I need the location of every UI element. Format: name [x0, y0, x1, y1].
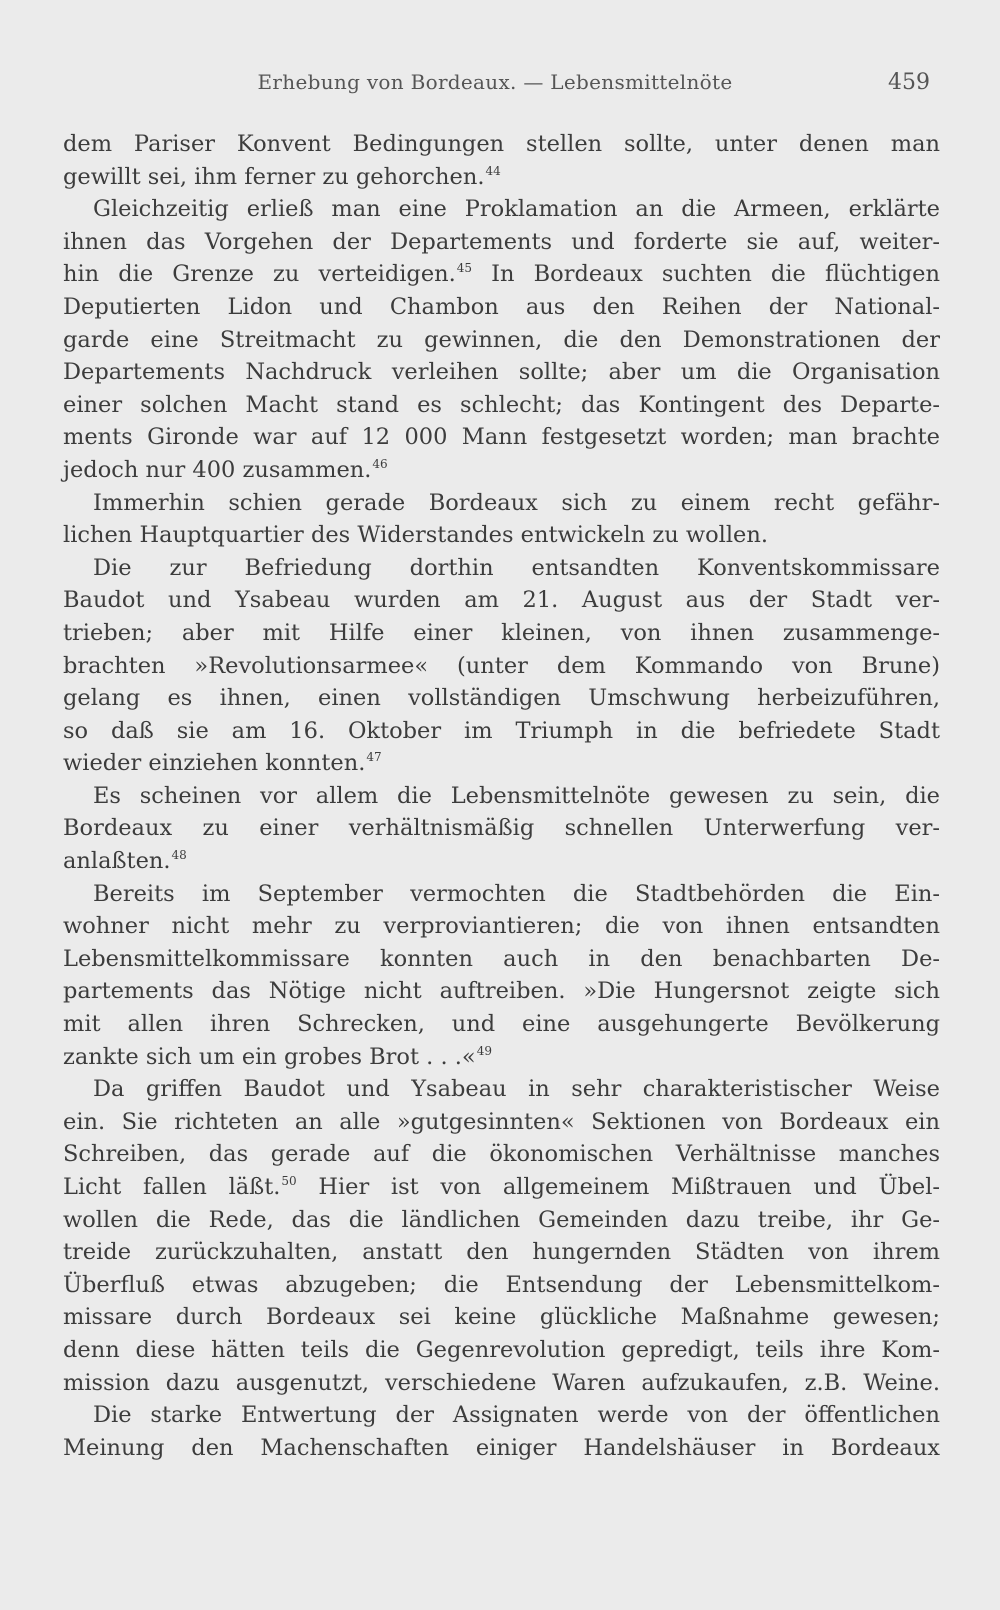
line-text: wollen die Rede, das die ländlichen Gemeinden dazu treibe, ihr Ge- [63, 1206, 940, 1233]
text-line [63, 128, 940, 161]
text-line [63, 1106, 940, 1139]
line-text: wohner nicht mehr zu verproviantieren; die von ihnen entsandten [63, 913, 940, 940]
line-text: jedoch nur 400 zusammen. [63, 456, 372, 483]
line-text: so daß sie am 16. Oktober im Triumph in die befriedete Stadt [63, 717, 940, 744]
text-line [63, 161, 940, 194]
page-header [60, 70, 930, 104]
text-line [63, 1367, 940, 1400]
line-text: brachten »Revolutionsarmee« (unter dem Kommando von Brune) [63, 652, 940, 679]
line-text: Bereits im September vermochten die Stadtbehörden die Ein- [93, 880, 940, 907]
line-text: Lebensmittelkommissare konnten auch in den benachbarten De- [63, 945, 940, 972]
text-line [63, 1138, 940, 1171]
text-line [63, 715, 940, 748]
text-line [63, 258, 940, 291]
text-line [63, 324, 940, 357]
line-text: Da griffen Baudot und Ysabeau in sehr charakteristischer Weise [93, 1076, 940, 1103]
text-line [63, 878, 940, 911]
line-text: zankte sich um ein grobes Brot . . .« [63, 1043, 476, 1070]
body-text [63, 128, 940, 1464]
line-text: ments Gironde war auf 12 000 Mann festgesetzt worden; man brachte [63, 424, 940, 451]
text-line [63, 1399, 940, 1432]
text-line [63, 1008, 940, 1041]
text-line [63, 650, 940, 683]
line-text: Immerhin schien gerade Bordeaux sich zu einem recht gefähr- [93, 489, 940, 516]
text-line [63, 356, 940, 389]
text-line [63, 1171, 940, 1204]
line-text: Die starke Entwertung der Assignaten werde von der öffentlichen [93, 1402, 940, 1429]
text-line [63, 552, 940, 585]
line-text: einer solchen Macht stand es schlecht; das Kontingent des Departe- [63, 391, 940, 418]
line-text: Licht fallen läßt. [63, 1174, 281, 1200]
text-line [63, 845, 940, 878]
text-line [63, 584, 940, 617]
text-line [63, 519, 940, 552]
footnote-marker: 46 [372, 456, 388, 471]
footnote-marker: 49 [476, 1043, 492, 1058]
line-text: wieder einziehen konnten. [63, 750, 366, 777]
line-text: Meinung den Machenschaften einiger Handelshäuser in Bordeaux [63, 1434, 940, 1461]
line-text: anlaßten. [63, 848, 171, 875]
line-text: denn diese hätten teils die Gegenrevolution gepredigt, teils ihre Kom- [63, 1336, 940, 1363]
line-text: hin die Grenze zu verteidigen. [63, 261, 456, 288]
text-line [63, 943, 940, 976]
text-line [63, 1432, 940, 1465]
text-line [63, 910, 940, 943]
line-text: Überfluß etwas abzugeben; die Entsendung der Lebensmittelkom- [63, 1271, 940, 1298]
text-line [63, 1269, 940, 1302]
line-text: Baudot und Ysabeau wurden am 21. August aus der Stadt ver- [63, 587, 940, 614]
text-line [63, 1334, 940, 1367]
text-line [63, 226, 940, 259]
line-text: ein. Sie richteten an alle »gutgesinnten« Sektionen von Bordeaux ein [63, 1108, 940, 1135]
footnote-marker: 50 [281, 1174, 297, 1188]
text-line [63, 389, 940, 422]
line-text-continued: Hier ist von allgemeinem Mißtrauen und Übel- [296, 1174, 940, 1200]
line-text: treide zurückzuhalten, anstatt den hungernden Städten von ihrem [63, 1239, 940, 1266]
line-text: Es scheinen vor allem die Lebensmittelnöte gewesen zu sein, die [93, 782, 940, 809]
line-text: Deputierten Lidon und Chambon aus den Reihen der National- [63, 293, 940, 320]
text-line [63, 747, 940, 780]
text-line [63, 487, 940, 520]
running-title: Erhebung von Bordeaux. — Lebensmittelnöte [257, 70, 733, 94]
text-line [63, 454, 940, 487]
line-text: dem Pariser Konvent Bedingungen stellen sollte, unter denen man [63, 131, 940, 157]
text-line [63, 1236, 940, 1269]
line-text: Departements Nachdruck verleihen sollte; aber um die Organisation [63, 359, 940, 386]
text-line [63, 975, 940, 1008]
text-line [63, 1204, 940, 1237]
line-text: Bordeaux zu einer verhältnismäßig schnellen Unterwerfung ver- [63, 815, 940, 842]
line-text: gelang es ihnen, einen vollständigen Umschwung herbeizuführen, [63, 685, 940, 712]
line-text: partements das Nötige nicht auftreiben. »Die Hungersnot zeigte sich [63, 978, 940, 1005]
text-line [63, 617, 940, 650]
line-text-continued: In Bordeaux suchten die flüchtigen [472, 261, 940, 288]
line-text: mission dazu ausgenutzt, verschiedene Waren aufzukaufen, z.B. Weine. [63, 1369, 940, 1396]
line-text: lichen Hauptquartier des Widerstandes entwickeln zu wollen. [63, 522, 769, 549]
text-line [63, 812, 940, 845]
line-text: garde eine Streitmacht zu gewinnen, die den Demonstrationen der [63, 326, 940, 353]
text-line [63, 193, 940, 226]
footnote-marker: 44 [485, 163, 501, 178]
footnote-marker: 48 [171, 848, 187, 863]
line-text: trieben; aber mit Hilfe einer kleinen, von ihnen zusammenge- [63, 619, 940, 646]
line-text: gewillt sei, ihm ferner zu gehorchen. [63, 163, 485, 190]
line-text: Gleichzeitig erließ man eine Proklamation an die Armeen, erklärte [93, 196, 940, 223]
page-number: 459 [888, 70, 930, 95]
text-line [63, 682, 940, 715]
footnote-marker: 45 [456, 261, 473, 276]
text-line [63, 1301, 940, 1334]
line-text: Schreiben, das gerade auf die ökonomischen Verhältnisse manches [63, 1141, 940, 1168]
text-line [63, 1041, 940, 1074]
text-line [63, 291, 940, 324]
text-line [63, 1073, 940, 1106]
footnote-marker: 47 [366, 750, 382, 765]
line-text: Die zur Befriedung dorthin entsandten Konventskommissare [93, 554, 940, 581]
text-line [63, 780, 940, 813]
text-line [63, 421, 940, 454]
line-text: missare durch Bordeaux sei keine glückliche Maßnahme gewesen; [63, 1304, 940, 1331]
line-text: mit allen ihren Schrecken, und eine ausgehungerte Bevölkerung [63, 1011, 940, 1038]
line-text: ihnen das Vorgehen der Departements und forderte sie auf, weiter- [63, 228, 940, 255]
